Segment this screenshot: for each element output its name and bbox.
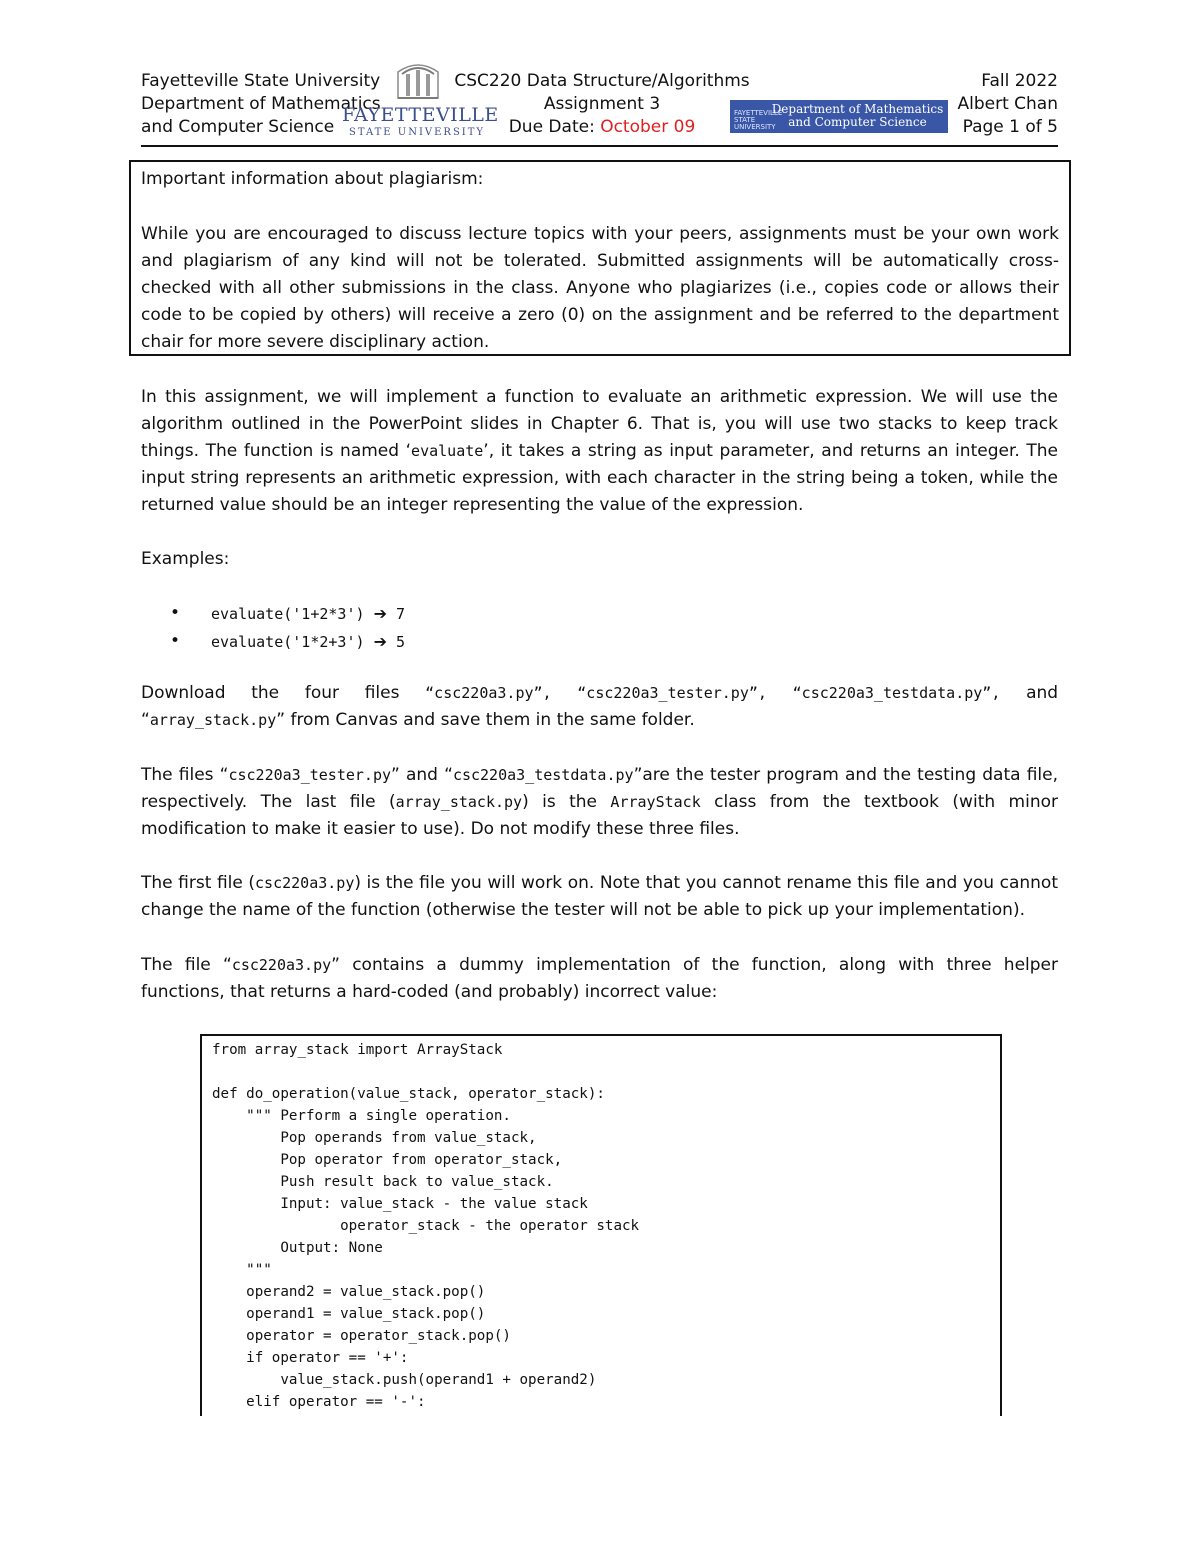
arrow-right-icon: ➔ xyxy=(373,632,387,651)
code-line: if operator == '+': xyxy=(212,1350,409,1366)
download-file-3: “csc220a3_testdata.py”, xyxy=(792,684,1001,702)
files-text: ”are the tester program and the testing data file, respectively. The last file ( xyxy=(141,765,1059,812)
due-date-label: Due Date: xyxy=(508,117,601,137)
department-logo xyxy=(730,100,948,133)
files-text: The files “ xyxy=(141,765,229,785)
fsu-logo-wordmark: FAYETTEVILLE xyxy=(342,104,499,126)
download-word: the xyxy=(251,683,280,703)
header-term: Fall 2022 xyxy=(981,71,1058,91)
code-line: operand2 = value_stack.pop() xyxy=(212,1284,486,1300)
dept-logo-line1: Department of Mathematics xyxy=(771,102,944,116)
code-line: Output: None xyxy=(212,1240,383,1256)
files-code-tester: csc220a3_tester.py xyxy=(228,766,392,784)
dummy-code: csc220a3.py xyxy=(231,956,332,974)
header-divider xyxy=(141,145,1058,147)
code-line: Input: value_stack - the value stack xyxy=(212,1196,588,1212)
code-listing xyxy=(200,1034,1002,1416)
code-block xyxy=(212,1039,639,1413)
files-code-class: ArrayStack xyxy=(610,793,701,811)
plagiarism-title: Important information about plagiarism: xyxy=(141,169,484,189)
example-code: evaluate('1+2*3') xyxy=(211,605,365,623)
header-due-date xyxy=(452,116,752,139)
files-code-testdata: csc220a3_testdata.py xyxy=(452,766,634,784)
fsu-logo-subtitle: STATE UNIVERSITY xyxy=(348,127,486,138)
header-department: Department of Mathematics xyxy=(141,94,381,114)
files-text: class from the textbook (with minor modification to make it easier to use). Do not modify these three files. xyxy=(141,792,1058,839)
example-result: 7 xyxy=(396,605,406,623)
example-code: evaluate('1*2+3') xyxy=(211,633,365,651)
list-item xyxy=(170,628,405,656)
download-line-2: “array_stack.py” from Canvas and save them in the same folder. xyxy=(141,710,695,730)
examples-label: Examples: xyxy=(141,549,230,569)
download-word: and xyxy=(1026,683,1059,703)
plagiarism-notice xyxy=(129,160,1071,356)
bullet-icon: • xyxy=(170,603,181,623)
code-line: operator_stack - the operator stack xyxy=(212,1218,640,1234)
download-file-1: “csc220a3.py”, xyxy=(425,684,552,702)
files-text: ) is the xyxy=(522,792,611,812)
code-line: elif operator == '-': xyxy=(212,1394,426,1410)
first-file-code: csc220a3.py xyxy=(255,874,355,892)
header-university: Fayetteville State University xyxy=(141,71,381,91)
due-date-value: October 09 xyxy=(600,117,696,137)
intro-text-1: In this assignment, we will implement a function to evaluate an arithmetic expression. We will use the algorithm outlined in the PowerPoint slides in Chapter 6. That is, you will use two stacks to keep track things. xyxy=(141,387,1058,461)
code-line: from array_stack import ArrayStack xyxy=(212,1042,503,1058)
header-department-cont: and Computer Science xyxy=(141,117,335,137)
list-item xyxy=(170,600,405,628)
code-line: """ xyxy=(212,1262,272,1278)
examples-list xyxy=(170,600,405,656)
header-term-info xyxy=(940,70,1058,139)
example-result: 5 xyxy=(396,633,406,651)
download-file-4: array_stack.py xyxy=(149,711,277,729)
first-file-text: ) is the file you will work on. Note that you cannot rename this file and you cannot change the name of the function (otherwise the tester will not be able to pick up your implementation). xyxy=(141,873,1058,920)
bullet-icon: • xyxy=(170,631,181,651)
code-line: value_stack.push(operand1 + operand2) xyxy=(212,1372,597,1388)
dummy-paragraph xyxy=(141,952,1058,1006)
code-line: operand1 = value_stack.pop() xyxy=(212,1306,486,1322)
intro-text-2b: ’, it takes a string as input parameter, and returns an integer. The input string represents an arithmetic expression, with each character in the string being a token, while the returned value should be an integer representing the value of the expression. xyxy=(141,441,1058,515)
download-line-2-text: ” from Canvas and save them in the same folder. xyxy=(276,710,695,730)
code-line: """ Perform a single operation. xyxy=(212,1108,511,1124)
intro-paragraph xyxy=(141,384,1058,519)
header-assignment: Assignment 3 xyxy=(543,94,661,114)
intro-code-evaluate: evaluate xyxy=(411,442,484,460)
code-line: Push result back to value_stack. xyxy=(212,1174,554,1190)
header-instructor: Albert Chan xyxy=(957,94,1058,114)
download-word: Download xyxy=(141,683,226,703)
code-line: operator = operator_stack.pop() xyxy=(212,1328,511,1344)
code-line: Pop operator from operator_stack, xyxy=(212,1152,563,1168)
files-code-array-stack: array_stack.py xyxy=(395,793,523,811)
header-course-info xyxy=(452,70,752,139)
download-word: files xyxy=(364,683,400,703)
download-word: four xyxy=(304,683,339,703)
plagiarism-body: While you are encouraged to discuss lecture topics with your peers, assignments must be your own work and plagiarism of any kind will not be tolerated. Submitted assignments will be automatically cross-checked with all other submissions in the class. Anyone who plagiarizes (i.e., copies code or allows their code to be copied by others) will receive a zero (0) on the assignment and be referred to the department chair for more severe disciplinary action. xyxy=(141,224,1059,352)
first-file-text: The first file ( xyxy=(141,873,256,893)
dept-logo-line2: and Computer Science xyxy=(788,115,927,129)
intro-text-2a: The function is named ‘ xyxy=(205,441,412,461)
code-line: Pop operands from value_stack, xyxy=(212,1130,537,1146)
files-text: ” and “ xyxy=(391,765,453,785)
files-paragraph xyxy=(141,762,1058,843)
arrow-right-icon: ➔ xyxy=(373,604,387,623)
download-file-2: “csc220a3_tester.py”, xyxy=(577,684,767,702)
fsu-seal-icon xyxy=(392,58,444,102)
download-line-1 xyxy=(141,680,1058,707)
dummy-text: The file “ xyxy=(141,955,232,975)
dept-logo-mini-text: FAYETTEVILLE STATE UNIVERSITY xyxy=(734,109,783,131)
code-line xyxy=(212,1061,639,1083)
first-file-paragraph xyxy=(141,870,1058,924)
dummy-text: ” contains a dummy implementation of the function, along with three helper functions, that returns a hard-coded (and probably) incorrect value: xyxy=(141,955,1058,1002)
header-course: CSC220 Data Structure/Algorithms xyxy=(454,71,750,91)
header-page-number: Page 1 of 5 xyxy=(962,117,1058,137)
code-line: def do_operation(value_stack, operator_stack): xyxy=(212,1086,605,1102)
